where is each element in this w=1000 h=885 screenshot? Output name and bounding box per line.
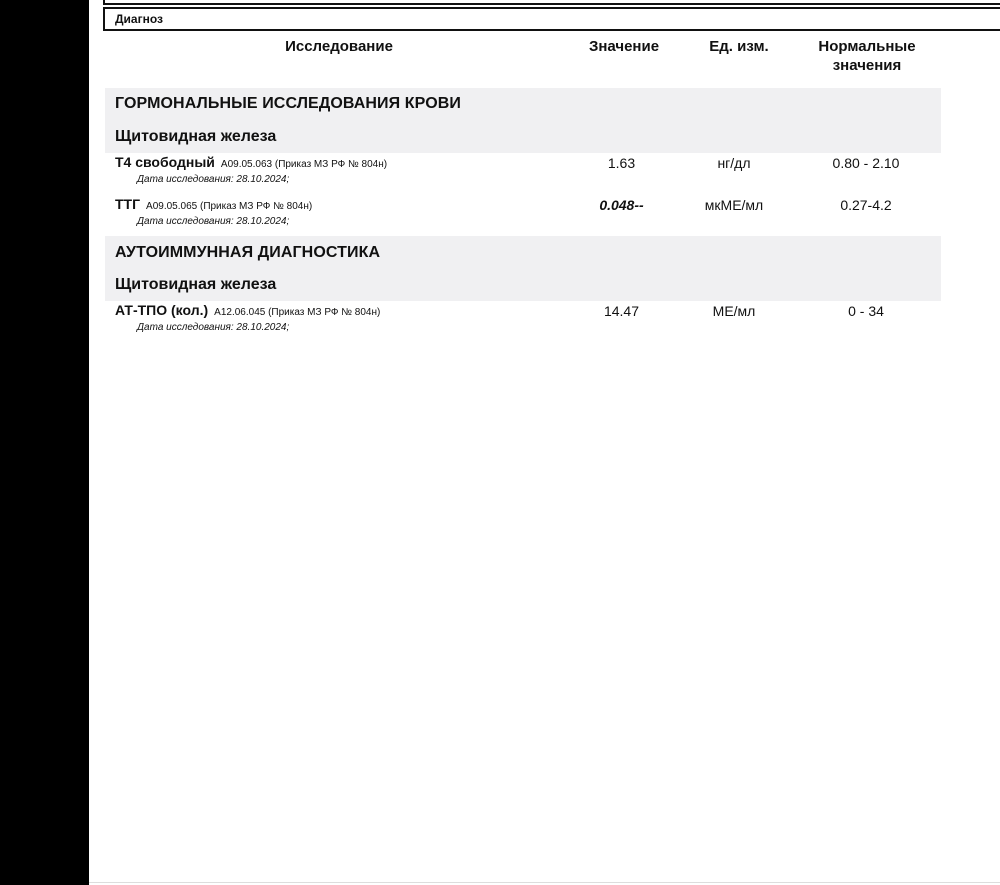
column-header-norm-line2: значения [832, 57, 902, 74]
test-code: A09.05.065 (Приказ МЗ РФ № 804н) [146, 201, 313, 212]
column-header-study: Исследование [285, 38, 393, 55]
test-code: A12.06.045 (Приказ МЗ РФ № 804н) [214, 307, 381, 318]
test-code: A09.05.063 (Приказ МЗ РФ № 804н) [220, 159, 388, 170]
column-header-norm [797, 37, 937, 75]
test-value: 1.63 [607, 155, 636, 171]
test-name [115, 196, 312, 212]
test-name-text: АТ-ТПО (кол.) [115, 302, 209, 318]
test-value: 14.47 [603, 303, 640, 319]
lab-report-page [89, 0, 1000, 885]
column-header-value: Значение [588, 38, 660, 55]
test-unit: нг/дл [717, 155, 751, 171]
page-bottom-rule [89, 882, 1000, 883]
test-unit: МЕ/мл [712, 303, 756, 319]
test-date: Дата исследования: 28.10.2024; [137, 216, 290, 227]
test-norm: 0.80 - 2.10 [832, 155, 900, 171]
section-subtitle: Щитовидная железа [115, 276, 277, 293]
test-value-abnormal: 0.048-- [599, 197, 644, 213]
column-header-norm-line1: Нормальные [818, 38, 916, 55]
test-name-text: Т4 свободный [115, 154, 215, 170]
test-name [115, 154, 387, 170]
section-title: ГОРМОНАЛЬНЫЕ ИССЛЕДОВАНИЯ КРОВИ [115, 95, 461, 112]
test-name-text: ТТГ [115, 196, 141, 212]
test-name [115, 302, 380, 318]
section-title: АУТОИММУННАЯ ДИАГНОСТИКА [115, 244, 381, 261]
test-norm: 0 - 34 [848, 303, 884, 319]
test-date: Дата исследования: 28.10.2024; [137, 322, 290, 333]
header-frame [103, 0, 1000, 5]
test-unit: мкМЕ/мл [704, 197, 764, 213]
diagnosis-label: Диагноз [115, 12, 163, 26]
test-date: Дата исследования: 28.10.2024; [137, 174, 290, 185]
section-subtitle: Щитовидная железа [115, 128, 277, 145]
column-header-unit: Ед. изм. [709, 38, 769, 55]
test-norm: 0.27-4.2 [840, 197, 892, 213]
diagnosis-box [103, 7, 1000, 31]
